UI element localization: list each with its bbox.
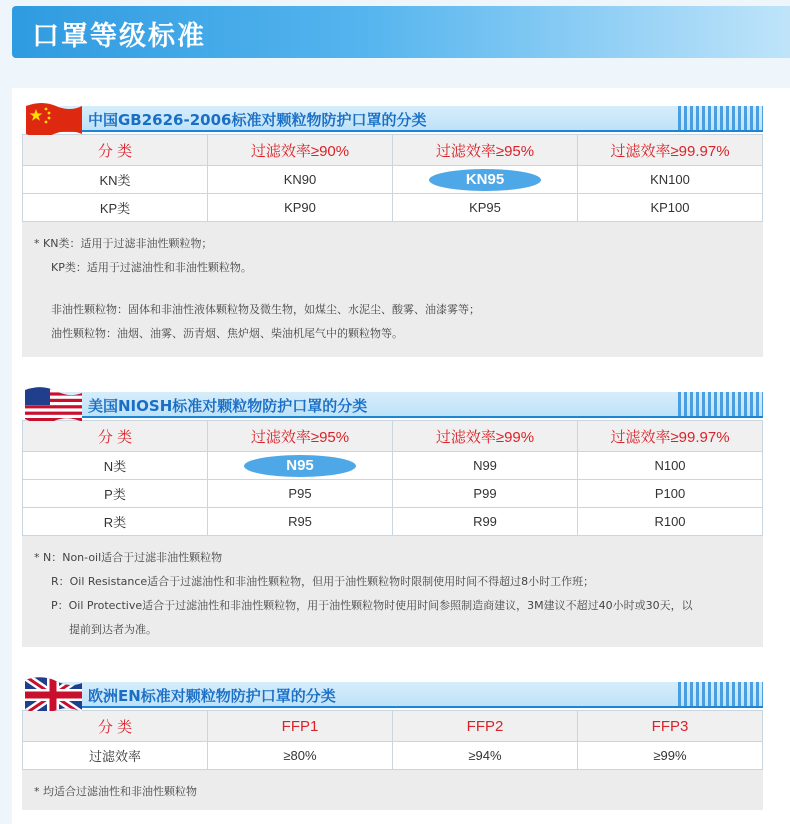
page-title: 口罩等级标准: [32, 21, 206, 52]
table-header-cell: FFP3: [578, 711, 763, 742]
table-cell: 过滤效率: [23, 742, 208, 770]
section-header: [22, 384, 763, 420]
table-cell: ≥99%: [578, 742, 763, 770]
classification-table: [22, 134, 763, 222]
table-header-cell: 过滤效率≥90%: [208, 135, 393, 166]
note-line: 油性颗粒物：油烟、油雾、沥青烟、焦炉烟、柴油机尾气中的颗粒物等。: [51, 327, 403, 340]
table-row: [23, 480, 763, 508]
table-header-cell: FFP1: [208, 711, 393, 742]
table-header-cell: FFP2: [393, 711, 578, 742]
section-title: 中国GB2626-2006标准对颗粒物防护口罩的分类: [88, 111, 427, 129]
table-cell: R100: [578, 508, 763, 536]
decor-stripes: [678, 392, 763, 416]
table-cell: KN类: [23, 166, 208, 194]
table-header-cell: 过滤效率≥95%: [208, 421, 393, 452]
table-cell: KN100: [578, 166, 763, 194]
classification-table: [22, 420, 763, 536]
table-row: [23, 166, 763, 194]
note-line: * 均适合过滤油性和非油性颗粒物: [34, 785, 197, 798]
table-cell: R99: [393, 508, 578, 536]
table-cell: ≥80%: [208, 742, 393, 770]
note-line: R：Oil Resistance适合于过滤油性和非油性颗粒物，但用于油性颗粒物时限制使用时间不得超过8小时工作班；: [51, 575, 595, 588]
table-cell: KP95: [393, 194, 578, 222]
note-line: 提前到达者为准。: [69, 623, 157, 636]
decor-stripes: [678, 106, 763, 130]
table-cell: KN90: [208, 166, 393, 194]
table-header-cell: 过滤效率≥99%: [393, 421, 578, 452]
table-header-row: [23, 135, 763, 166]
section-title: 美国NIOSH标准对颗粒物防护口罩的分类: [88, 397, 368, 415]
section-header: [22, 674, 763, 710]
classification-table: [22, 710, 763, 770]
table-cell: KP100: [578, 194, 763, 222]
table-cell: KP90: [208, 194, 393, 222]
notes-box: [22, 222, 763, 357]
table-header-cell: 过滤效率≥99.97%: [578, 421, 763, 452]
table-cell: P100: [578, 480, 763, 508]
section-title: 欧洲EN标准对颗粒物防护口罩的分类: [88, 687, 336, 705]
highlight-badge: KN95: [429, 169, 541, 191]
highlight-badge: N95: [244, 455, 356, 477]
table-cell: N类: [23, 452, 208, 480]
table-header-cell: 分 类: [23, 135, 208, 166]
table-cell: [393, 166, 578, 194]
notes-box: [22, 536, 763, 647]
table-header-cell: 过滤效率≥99.97%: [578, 135, 763, 166]
notes-box: [22, 770, 763, 810]
section-usa: [22, 384, 763, 647]
table-header-row: [23, 711, 763, 742]
table-cell: P99: [393, 480, 578, 508]
table-header-cell: 分 类: [23, 421, 208, 452]
note-line: * KN类：适用于过滤非油性颗粒物；: [34, 237, 213, 250]
table-row: [23, 452, 763, 480]
table-cell: [208, 452, 393, 480]
section-china: [22, 98, 763, 357]
table-cell: N99: [393, 452, 578, 480]
table-cell: R类: [23, 508, 208, 536]
note-line: KP类：适用于过滤油性和非油性颗粒物。: [51, 261, 252, 274]
table-header-row: [23, 421, 763, 452]
note-line: 非油性颗粒物：固体和非油性液体颗粒物及微生物，如煤尘、水泥尘、酸雾、油漆雾等；: [51, 303, 480, 316]
table-row: [23, 194, 763, 222]
table-cell: R95: [208, 508, 393, 536]
table-row: [23, 742, 763, 770]
section-header: [22, 98, 763, 134]
table-header-cell: 分 类: [23, 711, 208, 742]
table-header-cell: 过滤效率≥95%: [393, 135, 578, 166]
table-cell: P类: [23, 480, 208, 508]
note-line: * N：Non-oil适合于过滤非油性颗粒物: [34, 551, 223, 564]
table-row: [23, 508, 763, 536]
table-cell: ≥94%: [393, 742, 578, 770]
page-banner: [12, 6, 790, 58]
note-line: P：Oil Protective适合于过滤油性和非油性颗粒物，用于油性颗粒物时使用时间参照制造商建议，3M建议不超过40小时或30天，以: [51, 599, 693, 612]
decor-stripes: [678, 682, 763, 706]
table-cell: N100: [578, 452, 763, 480]
table-cell: P95: [208, 480, 393, 508]
table-cell: KP类: [23, 194, 208, 222]
section-europe: [22, 674, 763, 810]
